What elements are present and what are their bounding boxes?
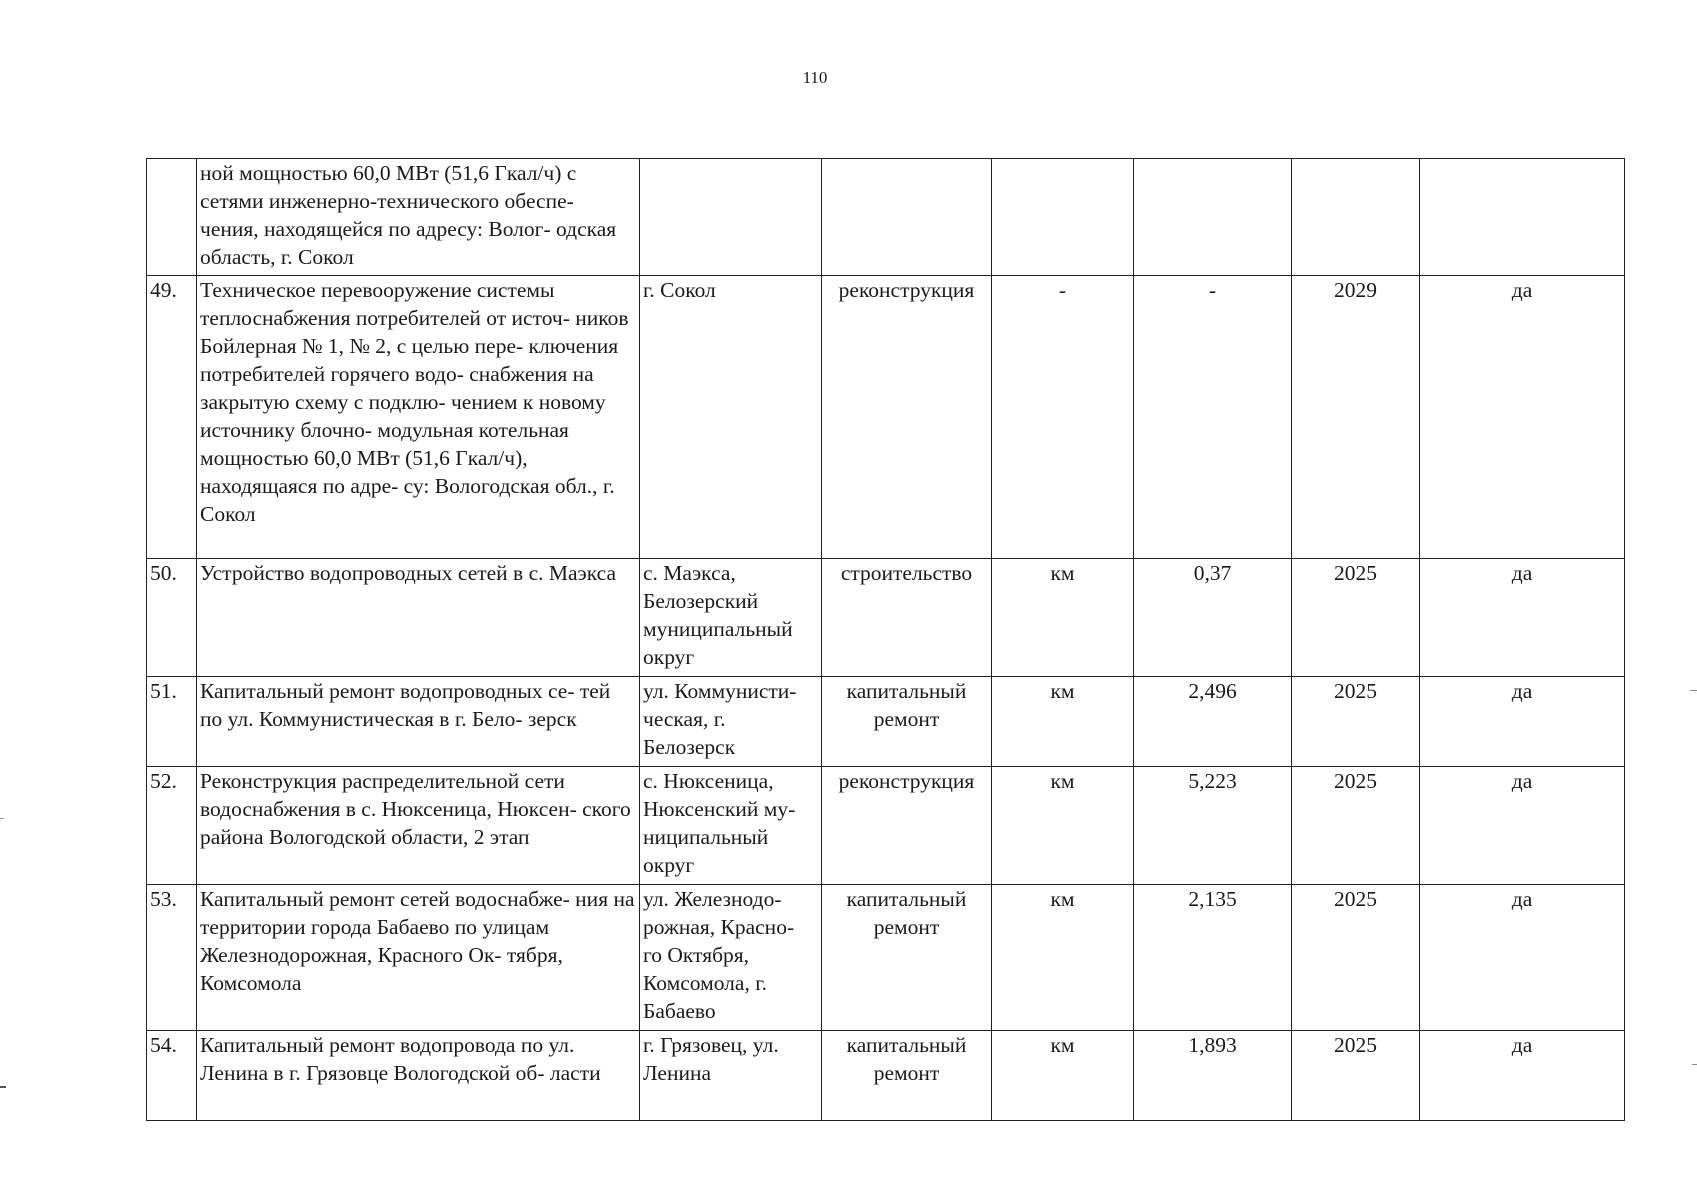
row-location: г. Грязовец, ул. Ленина — [640, 1031, 822, 1121]
row-location: ул. Коммунисти- ческая, г. Белозерск — [640, 677, 822, 767]
row-flag — [1420, 159, 1625, 276]
scan-artifact-mark — [0, 1086, 6, 1088]
row-unit: км — [992, 885, 1134, 1031]
row-description: Капитальный ремонт водопровода по ул. Ленина в г. Грязовце Вологодской об- ласти — [197, 1031, 640, 1121]
row-description: Устройство водопроводных сетей в с. Маэкса — [197, 559, 640, 677]
row-unit — [992, 159, 1134, 276]
row-description: Реконструкция распределительной сети водоснабжения в с. Нюксеница, Нюксен- ского района Вологодской области, 2 этап — [197, 767, 640, 885]
row-description: ной мощностью 60,0 МВт (51,6 Гкал/ч) с сетями инженерно-технического обеспе- чения, находящейся по адресу: Волог- одская область, г. Сокол — [197, 159, 640, 276]
table-row — [147, 677, 1625, 767]
row-year: 2025 — [1292, 885, 1420, 1031]
row-year: 2025 — [1292, 1031, 1420, 1121]
row-description: Капитальный ремонт сетей водоснабже- ния на территории города Бабаево по улицам Железнодорожная, Красного Ок- тября, Комсомола — [197, 885, 640, 1031]
row-unit: км — [992, 677, 1134, 767]
row-flag: да — [1420, 559, 1625, 677]
row-unit: км — [992, 1031, 1134, 1121]
table-row — [147, 885, 1625, 1031]
row-work-type: капитальный ремонт — [822, 677, 992, 767]
row-location: ул. Железнодо- рожная, Красно- го Октября, Комсомола, г. Бабаево — [640, 885, 822, 1031]
row-value: 1,893 — [1134, 1031, 1292, 1121]
data-table — [146, 158, 1625, 1121]
row-flag: да — [1420, 276, 1625, 559]
row-unit: км — [992, 559, 1134, 677]
row-flag: да — [1420, 885, 1625, 1031]
scan-artifact-mark — [1692, 1064, 1697, 1065]
table-row — [147, 276, 1625, 559]
row-location: г. Сокол — [640, 276, 822, 559]
scan-artifact-mark — [0, 818, 4, 819]
scan-artifact-mark — [1690, 690, 1697, 691]
row-number: 53. — [147, 885, 197, 1031]
row-value: 5,223 — [1134, 767, 1292, 885]
table-row — [147, 559, 1625, 677]
row-flag: да — [1420, 677, 1625, 767]
row-flag: да — [1420, 767, 1625, 885]
row-unit: км — [992, 767, 1134, 885]
row-work-type: реконструкция — [822, 767, 992, 885]
row-work-type: капитальный ремонт — [822, 1031, 992, 1121]
row-unit: - — [992, 276, 1134, 559]
row-work-type: строительство — [822, 559, 992, 677]
row-value — [1134, 159, 1292, 276]
row-number — [147, 159, 197, 276]
row-location: с. Нюксеница, Нюксенский му- ниципальный округ — [640, 767, 822, 885]
row-year: 2025 — [1292, 677, 1420, 767]
row-value: - — [1134, 276, 1292, 559]
row-year: 2029 — [1292, 276, 1420, 559]
row-value: 2,496 — [1134, 677, 1292, 767]
row-number: 52. — [147, 767, 197, 885]
row-description: Техническое перевооружение системы теплоснабжения потребителей от источ- ников Бойлерная № 1, № 2, с целью пере- ключения потребителей горячего водо- снабжения на закрытую схему с подклю- чением к новому источнику блочно- модульная котельная мощностью 60,0 МВт (51,6 Гкал/ч), находящаяся по адре- су: Вологодская обл., г. Сокол — [197, 276, 640, 559]
row-work-type: реконструкция — [822, 276, 992, 559]
page-number: 110 — [802, 68, 828, 87]
row-flag: да — [1420, 1031, 1625, 1121]
row-location — [640, 159, 822, 276]
row-description: Капитальный ремонт водопроводных се- тей по ул. Коммунистическая в г. Бело- зерск — [197, 677, 640, 767]
row-work-type — [822, 159, 992, 276]
row-number: 50. — [147, 559, 197, 677]
table-row — [147, 767, 1625, 885]
row-work-type: капитальный ремонт — [822, 885, 992, 1031]
row-number: 54. — [147, 1031, 197, 1121]
row-year: 2025 — [1292, 767, 1420, 885]
table-row — [147, 159, 1625, 276]
row-location: с. Маэкса, Белозерский муниципальный округ — [640, 559, 822, 677]
row-year: 2025 — [1292, 559, 1420, 677]
row-value: 0,37 — [1134, 559, 1292, 677]
row-value: 2,135 — [1134, 885, 1292, 1031]
row-number: 49. — [147, 276, 197, 559]
table-row — [147, 1031, 1625, 1121]
row-number: 51. — [147, 677, 197, 767]
row-year — [1292, 159, 1420, 276]
